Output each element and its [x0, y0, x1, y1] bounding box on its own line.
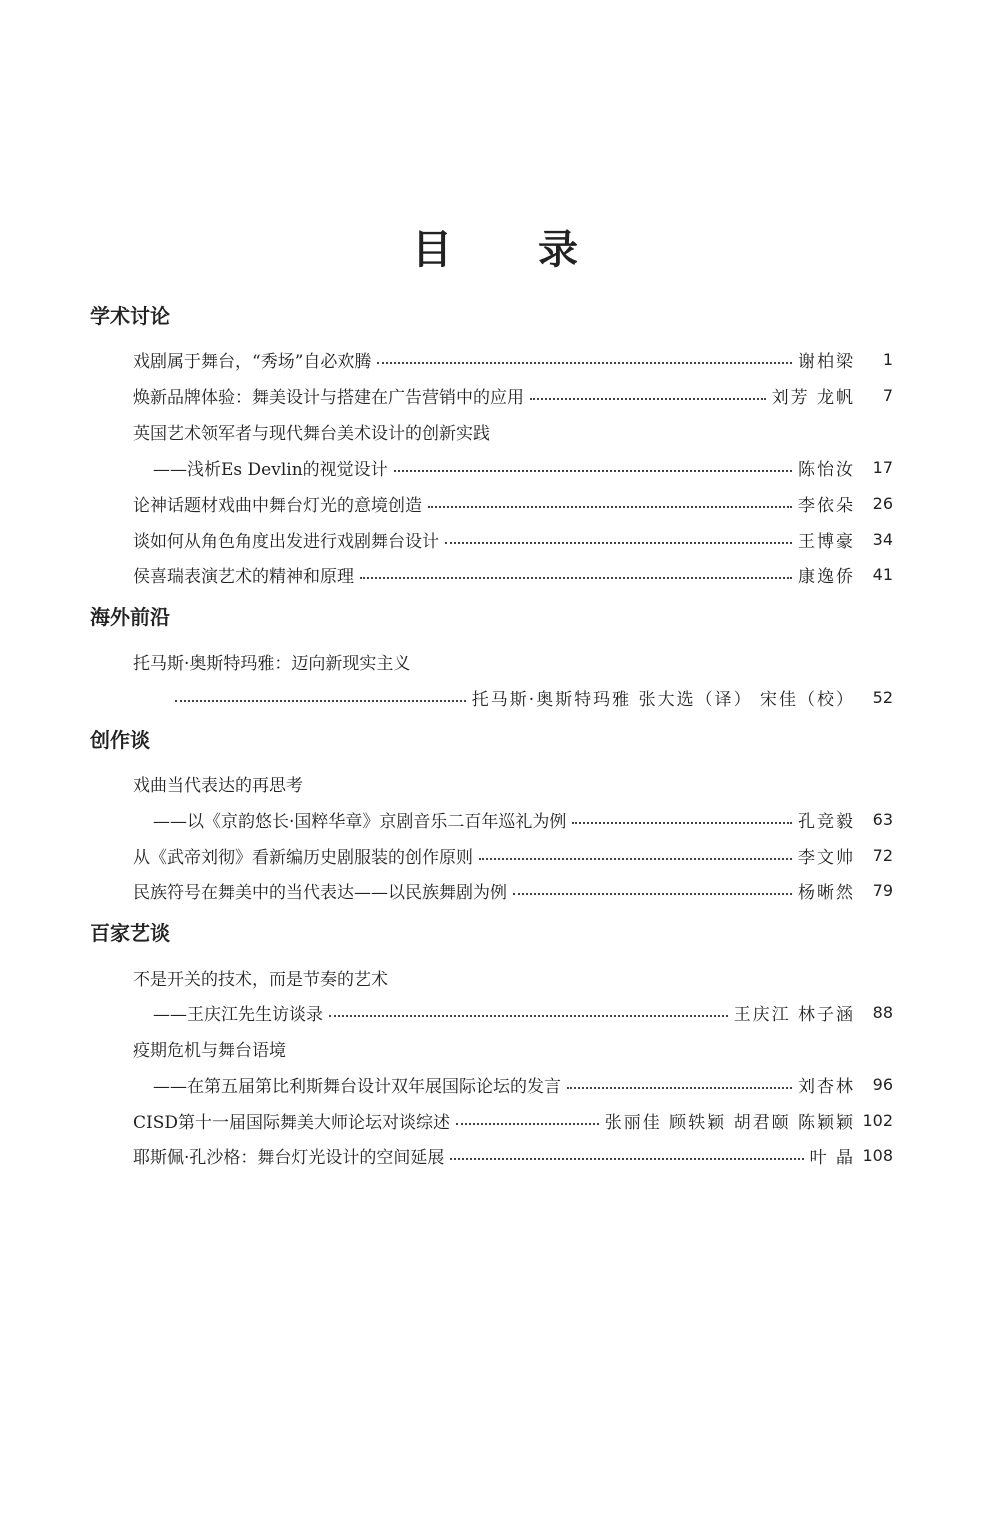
entry-page: 102 — [862, 1110, 893, 1130]
toc-entry[interactable] — [133, 559, 893, 589]
entry-author: 托马斯·奥斯特玛雅 张大选（译） 宋佳（校） — [471, 689, 855, 710]
toc-entry[interactable] — [133, 1105, 893, 1135]
entry-title: 论神话题材戏曲中舞台灯光的意境创造 — [133, 495, 422, 516]
dot-leader — [450, 1158, 803, 1160]
entry-author: 康逸侨 — [798, 566, 855, 587]
toc-entry-title-line[interactable] — [133, 768, 303, 798]
dot-leader — [377, 362, 792, 364]
entry-page: 72 — [872, 845, 893, 865]
entry-author: 杨晰然 — [798, 882, 855, 903]
entry-title: 从《武帝刘彻》看新编历史剧服装的创作原则 — [133, 847, 473, 868]
dot-leader — [513, 893, 792, 895]
entry-title: CISD第十一届国际舞美大师论坛对谈综述 — [133, 1112, 450, 1133]
entry-title: 戏曲当代表达的再思考 — [133, 775, 303, 796]
entry-page: 63 — [872, 809, 893, 829]
entry-title: 民族符号在舞美中的当代表达——以民族舞剧为例 — [133, 882, 507, 903]
entry-page: 108 — [862, 1145, 893, 1165]
entry-title: 焕新品牌体验：舞美设计与搭建在广告营销中的应用 — [133, 387, 524, 408]
entry-subtitle: ——在第五届第比利斯舞台设计双年展国际论坛的发言 — [153, 1076, 561, 1097]
entry-title: 耶斯佩·孔沙格：舞台灯光设计的空间延展 — [133, 1147, 445, 1168]
toc-entry-subtitle[interactable] — [153, 997, 893, 1027]
dot-leader — [572, 822, 792, 824]
entry-author: 李依朵 — [798, 495, 855, 516]
dot-leader — [428, 506, 792, 508]
entry-author: 王博豪 — [798, 531, 855, 552]
section-heading: 创作谈 — [90, 728, 150, 752]
entry-page: 26 — [872, 493, 893, 513]
dot-leader — [360, 577, 792, 579]
entry-title: 谈如何从角色角度出发进行戏剧舞台设计 — [133, 531, 439, 552]
entry-subtitle: ——浅析Es Devlin的视觉设计 — [153, 459, 388, 480]
entry-page: 52 — [872, 687, 893, 707]
entry-author: 谢柏梁 — [798, 351, 855, 372]
entry-author: 陈怡汝 — [798, 459, 855, 480]
entry-title: 不是开关的技术，而是节奏的艺术 — [133, 969, 388, 990]
page-title: 目 录 — [412, 227, 614, 273]
entry-page: 88 — [872, 1002, 893, 1022]
entry-page: 7 — [882, 385, 893, 405]
section-heading: 学术讨论 — [90, 304, 170, 328]
dot-leader — [329, 1015, 728, 1017]
toc-entry-subtitle[interactable] — [153, 1069, 893, 1099]
dot-leader — [394, 470, 792, 472]
entry-page: 34 — [872, 529, 893, 549]
entry-page: 96 — [872, 1074, 893, 1094]
toc-entry[interactable] — [133, 488, 893, 518]
toc-entry[interactable] — [133, 1140, 893, 1170]
toc-entry[interactable] — [133, 875, 893, 905]
entry-author: 孔竞毅 — [798, 811, 855, 832]
entry-author: 叶 晶 — [809, 1147, 855, 1168]
entry-page: 79 — [872, 880, 893, 900]
entry-page: 41 — [872, 564, 893, 584]
entry-title: 英国艺术领军者与现代舞台美术设计的创新实践 — [133, 423, 490, 444]
dot-leader — [456, 1123, 599, 1125]
entry-title: 疫期危机与舞台语境 — [133, 1040, 286, 1061]
entry-page: 1 — [882, 349, 893, 369]
toc-entry-title-line[interactable] — [133, 416, 490, 446]
dot-leader — [175, 700, 466, 702]
toc-entry-subtitle[interactable] — [175, 682, 893, 712]
dot-leader — [567, 1087, 792, 1089]
entry-author: 王庆江 林子涵 — [733, 1004, 855, 1025]
toc-entry[interactable] — [133, 524, 893, 554]
dot-leader — [479, 858, 792, 860]
entry-author: 张丽佳 顾轶颖 胡君颐 陈颖颖 — [604, 1112, 855, 1133]
toc-entry-subtitle[interactable] — [153, 804, 893, 834]
toc-entry-title-line[interactable] — [133, 646, 410, 676]
section-heading: 百家艺谈 — [90, 921, 170, 945]
entry-author: 刘芳 龙帆 — [771, 387, 855, 408]
entry-title: 侯喜瑞表演艺术的精神和原理 — [133, 566, 354, 587]
entry-author: 李文帅 — [798, 847, 855, 868]
toc-entry-title-line[interactable] — [133, 962, 388, 992]
toc-entry[interactable] — [133, 380, 893, 410]
toc-entry-title-line[interactable] — [133, 1033, 286, 1063]
dot-leader — [530, 398, 766, 400]
entry-page: 17 — [872, 457, 893, 477]
dot-leader — [445, 542, 792, 544]
toc-entry[interactable] — [133, 344, 893, 374]
section-heading: 海外前沿 — [90, 605, 170, 629]
entry-subtitle: ——王庆江先生访谈录 — [153, 1004, 323, 1025]
toc-entry[interactable] — [133, 840, 893, 870]
entry-author: 刘杏林 — [798, 1076, 855, 1097]
entry-title: 托马斯·奥斯特玛雅：迈向新现实主义 — [133, 653, 411, 674]
entry-title: 戏剧属于舞台，“秀场”自必欢腾 — [133, 351, 372, 372]
entry-subtitle: ——以《京韵悠长·国粹华章》京剧音乐二百年巡礼为例 — [153, 811, 567, 832]
toc-entry-subtitle[interactable] — [153, 452, 893, 482]
